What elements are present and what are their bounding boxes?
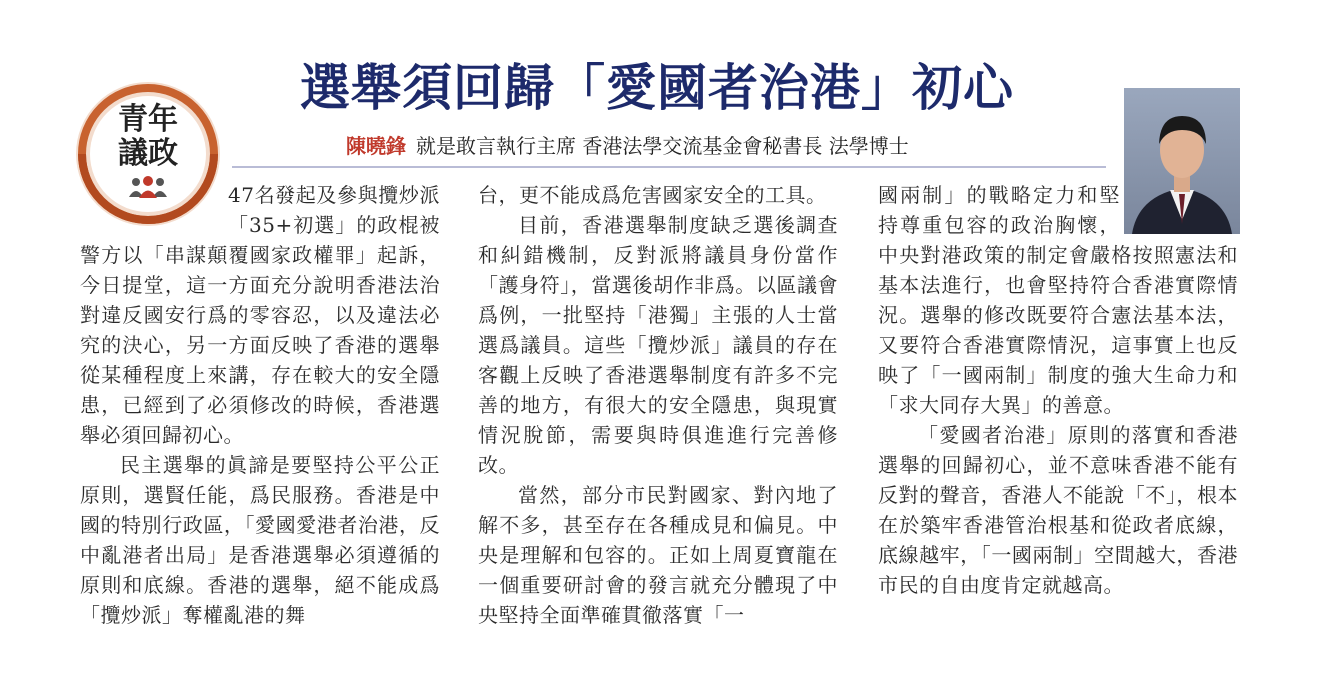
paragraph: 「愛國者治港」原則的落實和香港選舉的回歸初心，並不意味香港不能有反對的聲音，香港人不能說「不」，根本在於築牢香港管治根基和從政者底線，底線越牢，「一國兩制」空間越大，香港市民的自由度肯定就越高。 [878, 423, 1238, 597]
article-column-2 [478, 180, 838, 630]
logo-line-1: 青年 [118, 102, 178, 137]
byline [346, 130, 909, 159]
headline: 選舉須回歸「愛國者治港」初心 [300, 59, 1014, 117]
paragraph: 47名發起及參與攬炒派「35+初選」的政棍被警方以「串謀顛覆國家政權罪」起訴，今日提堂，這一方面充分說明香港法治對違反國安行爲的零容忍，以及違法必究的決心，另一方面反映了香港的選舉從某種程度上來講，存在較大的安全隱患，已經到了必須修改的時候，香港選舉必須回歸初心。 [80, 183, 440, 447]
article-column-3 [878, 180, 1238, 600]
article-column-1 [80, 180, 440, 630]
author-name: 陳曉鋒 [346, 134, 406, 158]
paragraph: 民主選舉的眞諦是要堅持公平公正原則，選賢任能，爲民服務。香港是中國的特別行政區，「愛國愛港者治港，反中亂港者出局」是香港選舉必須遵循的原則和底線。香港的選舉，絕不能成爲「攬炒派」奪權亂港的舞 [80, 453, 440, 627]
paragraph: 國兩制」的戰略定力和堅持尊重包容的政治胸懷，中央對港政策的制定會嚴格按照憲法和基本法進行，也會堅持符合香港實際情況。選舉的修改既要符合憲法基本法，又要符合香港實際情況，這事實上也反映了「一國兩制」制度的強大生命力和「求大同存大異」的善意。 [878, 183, 1238, 417]
author-titles: 就是敢言執行主席 香港法學交流基金會秘書長 法學博士 [416, 134, 909, 158]
logo-wrap-space [80, 180, 228, 240]
logo-line-2: 議政 [118, 136, 178, 171]
portrait-wrap-space [1120, 180, 1238, 240]
paragraph: 當然，部分市民對國家、對內地了解不多，甚至存在各種成見和偏見。中央是理解和包容的。正如上周夏寶龍在一個重要研討會的發言就充分體現了中央堅持全面準確貫徹落實「一 [478, 483, 838, 627]
header-rule [232, 166, 1106, 168]
paragraph: 台，更不能成爲危害國家安全的工具。 [478, 183, 827, 207]
paragraph: 目前，香港選舉制度缺乏選後調查和糾錯機制，反對派將議員身份當作「護身符」，當選後胡作非爲。以區議會爲例，一批堅持「港獨」主張的人士當選爲議員。這些「攬炒派」議員的存在客觀上反映了香港選舉制度有許多不完善的地方，有很大的安全隱患，與現實情況脫節，需要與時俱進進行完善修改。 [478, 213, 838, 477]
